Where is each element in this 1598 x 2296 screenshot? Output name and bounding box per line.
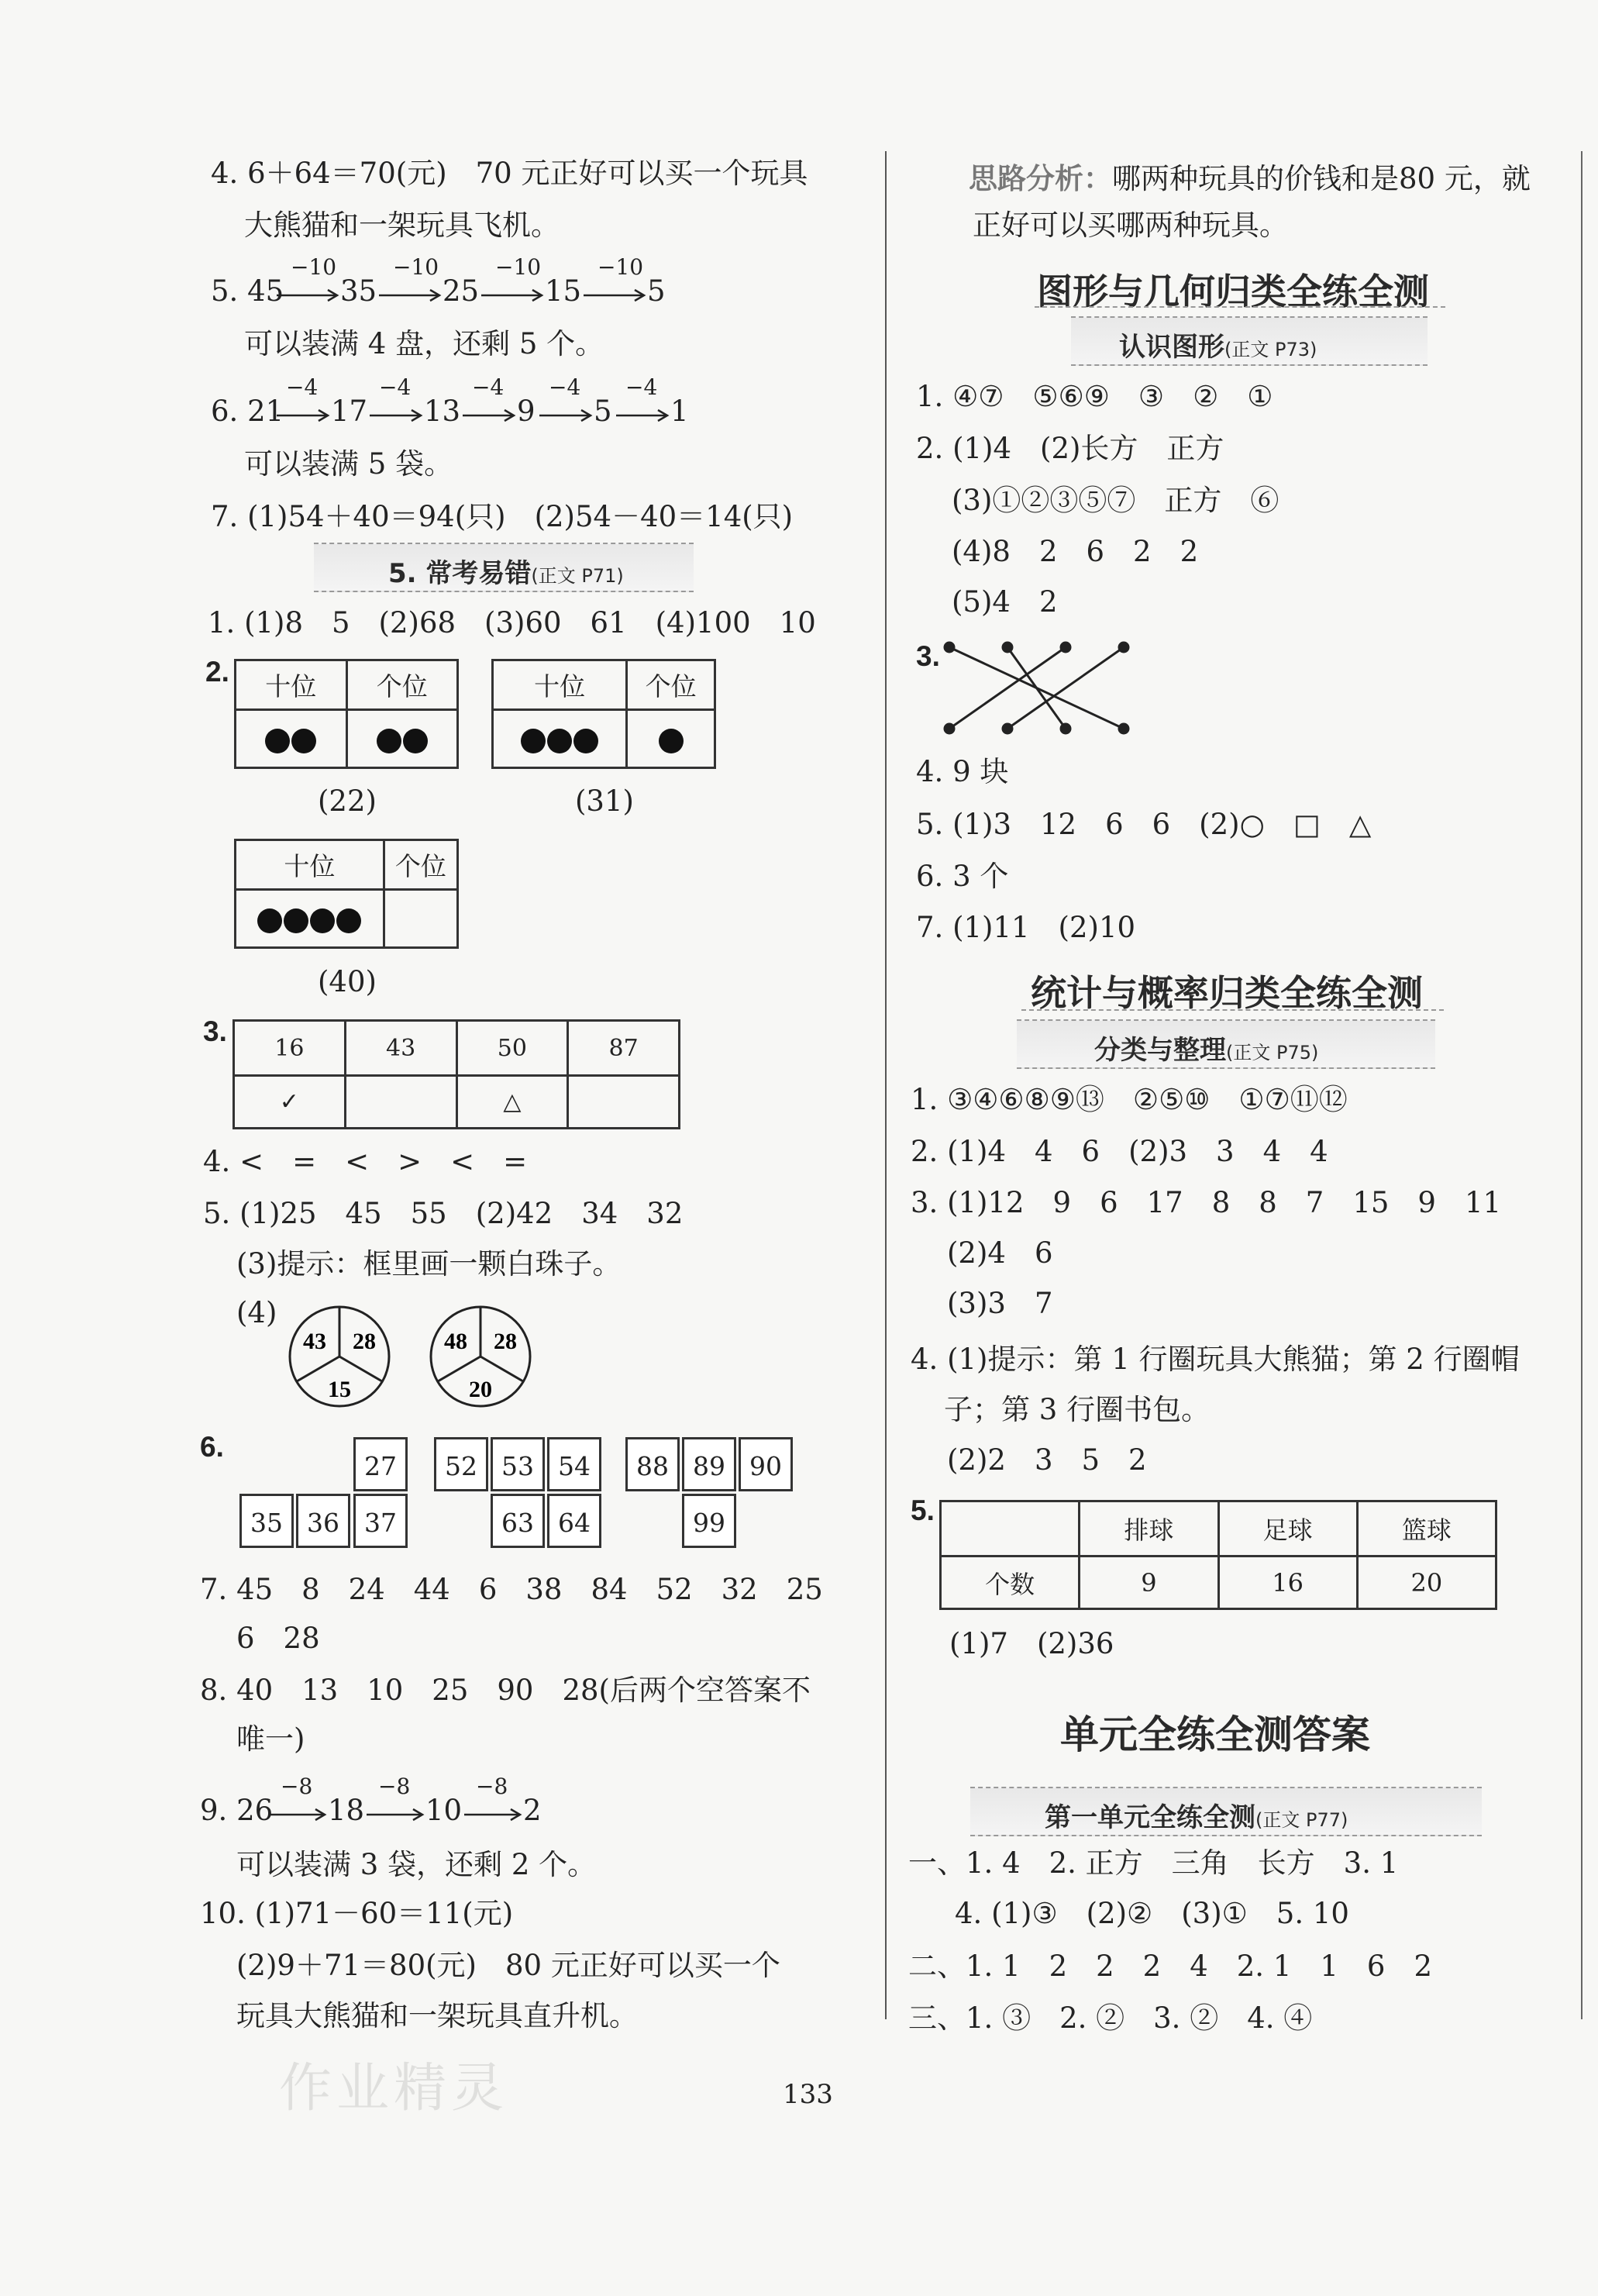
statistics-3-line3: (3)3 7 — [947, 1287, 1053, 1320]
error-5-line2: (3)提示：框里画一颗白珠子。 — [236, 1247, 622, 1281]
section-underline — [1021, 1009, 1444, 1011]
caption-22: (22) — [318, 784, 377, 818]
circle-value: 43 — [303, 1329, 326, 1354]
table-cell: 43 — [345, 1021, 456, 1076]
statistics-4-line2: 子；第 3 行圈书包。 — [944, 1393, 1211, 1426]
band-ref: (正文 P77) — [1255, 1809, 1348, 1831]
table-cell: 50 — [456, 1021, 568, 1076]
section-title-statistics: 统计与概率归类全练全测 — [1031, 972, 1423, 1014]
geometry-5: 5. (1)3 12 6 6 (2)○ □ △ — [916, 808, 1372, 841]
chain-value: 17 — [331, 395, 368, 428]
chain-arrow — [365, 1796, 425, 1829]
chain-value: 2 — [523, 1794, 542, 1827]
right-edge-line — [1581, 151, 1583, 2019]
chain-arrow — [275, 277, 340, 309]
geometry-1: 1. ④⑦ ⑤⑥⑨ ③ ② ① — [916, 380, 1273, 413]
ball-count-table — [939, 1500, 1497, 1610]
chain-value: 5 — [594, 395, 612, 428]
column-divider — [885, 151, 887, 2019]
error-10-line1: 10. (1)71－60＝11(元) — [200, 1897, 514, 1930]
circle-value: 15 — [328, 1377, 351, 1402]
circle-value: 28 — [494, 1329, 517, 1354]
band-title: 5. 常考易错 — [388, 558, 532, 589]
grid-cell: 64 — [547, 1494, 601, 1548]
geometry-7: 7. (1)11 (2)10 — [916, 911, 1136, 944]
table-cell — [568, 1076, 680, 1129]
grid-cell: 53 — [491, 1437, 545, 1491]
place-value-table-31 — [491, 659, 716, 769]
grid-cell: 54 — [547, 1437, 601, 1491]
band-title: 分类与整理 — [1094, 1035, 1226, 1066]
chain-value: 15 — [545, 274, 582, 308]
band-title: 第一单元全练全测 — [1045, 1802, 1255, 1833]
unit-answer-2: 4. (1)③ (2)② (3)① 5. 10 — [955, 1897, 1349, 1930]
tens-beads — [493, 710, 627, 768]
grid-cell: 35 — [239, 1494, 294, 1548]
grid-cell: 89 — [682, 1437, 736, 1491]
statistics-3-line2: (2)4 6 — [947, 1236, 1053, 1270]
chain-arrow — [275, 397, 331, 429]
band-ref: (正文 P75) — [1226, 1042, 1319, 1064]
geometry-4: 4. 9 块 — [916, 755, 1009, 788]
statistics-5-answer: (1)7 (2)36 — [949, 1627, 1114, 1660]
caption-31: (31) — [575, 784, 634, 818]
page-number: 133 — [783, 2079, 833, 2110]
geometry-2-line4: (5)4 2 — [952, 585, 1058, 619]
chain-arrow — [480, 277, 545, 309]
tens-beads — [236, 710, 347, 768]
section-band-shapes — [1071, 316, 1428, 366]
unit-answer-4: 三、1. ③ 2. ② 3. ② 4. ④ — [908, 2001, 1313, 2035]
error-4: 4. < = < > < = — [203, 1145, 528, 1178]
band-title: 认识图形 — [1119, 332, 1224, 363]
chain-value: 9 — [517, 395, 536, 428]
ones-beads — [346, 710, 458, 768]
table-cell: △ — [456, 1076, 568, 1129]
table-header — [941, 1501, 1080, 1557]
ones-beads — [627, 710, 715, 768]
statistics-5-number: 5. — [911, 1494, 935, 1526]
chain-arrow — [538, 397, 594, 429]
table-cell: 个数 — [941, 1557, 1080, 1609]
band-ref: (正文 P73) — [1224, 339, 1317, 360]
chain-arrow — [377, 277, 443, 309]
hint-label: 思路分析： — [969, 162, 1112, 195]
error-7-line1: 7. 45 8 24 44 6 38 84 52 32 25 — [200, 1573, 823, 1606]
section-band-changkao — [314, 543, 694, 592]
tens-header: 十位 — [493, 660, 627, 710]
hint-line2: 正好可以买哪两种玩具。 — [973, 209, 1288, 242]
matching-lines-figure — [938, 632, 1131, 740]
table-header: 足球 — [1218, 1501, 1357, 1557]
chain-value: 13 — [424, 395, 461, 428]
tens-header: 十位 — [236, 840, 384, 890]
error-10-line2: (2)9＋71＝80(元) 80 元正好可以买一个 — [236, 1949, 780, 1982]
error-7-line2: 6 28 — [236, 1622, 320, 1655]
unit-answer-1: 一、1. 4 2. 正方 三角 长方 3. 1 — [908, 1846, 1399, 1880]
section-band-classify — [1017, 1019, 1435, 1069]
table-cell: ✓ — [234, 1076, 346, 1129]
grid-cell: 36 — [296, 1494, 350, 1548]
chain-operator: −4 — [286, 374, 319, 400]
place-value-table-22 — [234, 659, 459, 769]
circle-value: 48 — [444, 1329, 467, 1354]
chain-operator: −10 — [598, 254, 644, 280]
table-cell: 87 — [568, 1021, 680, 1076]
ones-header: 个位 — [384, 840, 457, 890]
section-underline — [1035, 306, 1445, 308]
grid-cell: 88 — [625, 1437, 680, 1491]
answer-4-line2: 大熊猫和一架玩具飞机。 — [244, 209, 560, 242]
error-8-line2: 唯一) — [236, 1722, 305, 1756]
chain-arrow — [267, 1796, 328, 1829]
statistics-4-line1: 4. (1)提示：第 1 行圈玩具大熊猫；第 2 行圈帽 — [911, 1343, 1520, 1376]
band-ref: (正文 P71) — [531, 565, 624, 587]
chain-operator: −8 — [476, 1774, 508, 1799]
ones-header: 个位 — [346, 660, 458, 710]
grid-cell: 63 — [491, 1494, 545, 1548]
number-circle-2 — [426, 1302, 535, 1411]
error-9-start: 9. 26 — [200, 1794, 274, 1827]
grid-cell: 52 — [434, 1437, 488, 1491]
answer-6-result: 可以装满 5 袋。 — [244, 447, 453, 481]
unit-answer-3: 二、1. 1 2 2 2 4 2. 1 1 6 2 — [908, 1950, 1432, 1983]
chain-value: 35 — [340, 274, 377, 308]
chain-value: 5 — [647, 274, 666, 308]
grid-cell: 90 — [739, 1437, 793, 1491]
statistics-2: 2. (1)4 4 6 (2)3 3 4 4 — [911, 1135, 1328, 1168]
chain-operator: −8 — [281, 1774, 313, 1799]
chain-arrow — [463, 1796, 523, 1829]
chain-operator: −10 — [291, 254, 337, 280]
chain-value: 1 — [670, 395, 689, 428]
geometry-2-line3: (4)8 2 6 2 2 — [952, 535, 1199, 568]
error-8-line1: 8. 40 13 10 25 90 28(后两个空答案不 — [200, 1674, 811, 1707]
geometry-6: 6. 3 个 — [916, 860, 1009, 893]
tens-beads — [236, 890, 384, 948]
section-title-geometry: 图形与几何归类全练全测 — [1037, 271, 1429, 312]
error-5-line3: (4) — [236, 1296, 277, 1329]
table-header: 篮球 — [1357, 1501, 1496, 1557]
chain-value: 25 — [443, 274, 480, 308]
chain-arrow — [582, 277, 647, 309]
section-band-unit1 — [970, 1787, 1482, 1836]
answer-7: 7. (1)54＋40＝94(只) (2)54－40＝14(只) — [211, 500, 794, 533]
caption-40: (40) — [318, 965, 377, 998]
hint-line1 — [969, 164, 1531, 193]
grid-cell: 99 — [682, 1494, 736, 1548]
ones-header: 个位 — [627, 660, 715, 710]
chain-operator: −10 — [495, 254, 542, 280]
chain-operator: −4 — [379, 374, 412, 400]
answer-5-result: 可以装满 4 盘，还剩 5 个。 — [244, 327, 604, 360]
chain-operator: −8 — [378, 1774, 411, 1799]
statistics-4-line3: (2)2 3 5 2 — [947, 1443, 1147, 1477]
answer-5-start: 5. 45 — [211, 274, 284, 308]
error-1: 1. (1)8 5 (2)68 (3)60 61 (4)100 10 — [208, 606, 816, 640]
error-6-number: 6. — [200, 1431, 224, 1463]
table-cell: 16 — [234, 1021, 346, 1076]
hint-text: 哪两种玩具的价钱和是80 元，就 — [1112, 162, 1531, 195]
table-cell: 9 — [1080, 1557, 1218, 1609]
geometry-2-line2: (3)①②③⑤⑦ 正方 ⑥ — [952, 484, 1279, 517]
grid-cell: 27 — [353, 1437, 408, 1491]
chain-value: 18 — [328, 1794, 365, 1827]
table-cell — [345, 1076, 456, 1129]
chain-operator: −10 — [393, 254, 439, 280]
tens-header: 十位 — [236, 660, 347, 710]
place-value-table-40 — [234, 839, 459, 949]
error-10-line3: 玩具大熊猫和一架玩具直升机。 — [236, 1999, 638, 2032]
circle-value: 28 — [353, 1329, 376, 1354]
chain-operator: −4 — [549, 374, 581, 400]
compare-table — [232, 1019, 680, 1129]
error-5-line1: 5. (1)25 45 55 (2)42 34 32 — [203, 1197, 684, 1230]
geometry-3-number: 3. — [916, 640, 940, 672]
chain-arrow — [368, 397, 424, 429]
statistics-3-line1: 3. (1)12 9 6 17 8 8 7 15 9 11 — [911, 1186, 1502, 1219]
circle-value: 20 — [469, 1377, 492, 1402]
table-cell: 16 — [1218, 1557, 1357, 1609]
chain-value: 10 — [425, 1794, 463, 1827]
table-header: 排球 — [1080, 1501, 1218, 1557]
grid-cell: 37 — [353, 1494, 408, 1548]
table-cell: 20 — [1357, 1557, 1496, 1609]
error-3-number: 3. — [203, 1015, 227, 1047]
answer-6-start: 6. 21 — [211, 395, 284, 428]
chain-operator: −4 — [625, 374, 658, 400]
geometry-2-line1: 2. (1)4 (2)长方 正方 — [916, 432, 1224, 465]
section-title-units: 单元全练全测答案 — [1060, 1712, 1370, 1757]
chain-arrow — [461, 397, 517, 429]
chain-arrow — [615, 397, 670, 429]
error-2-number: 2. — [205, 656, 229, 688]
error-9-result: 可以装满 3 袋，还剩 2 个。 — [236, 1848, 597, 1881]
statistics-1: 1. ③④⑥⑧⑨⑬ ②⑤⑩ ①⑦⑪⑫ — [911, 1083, 1348, 1116]
number-circle-1 — [285, 1302, 394, 1411]
chain-operator: −4 — [472, 374, 505, 400]
ones-beads — [384, 890, 457, 948]
answer-4-line1: 4. 6＋64＝70(元) 70 元正好可以买一个玩具 — [211, 157, 808, 190]
watermark: 作业精灵 — [279, 2058, 509, 2119]
